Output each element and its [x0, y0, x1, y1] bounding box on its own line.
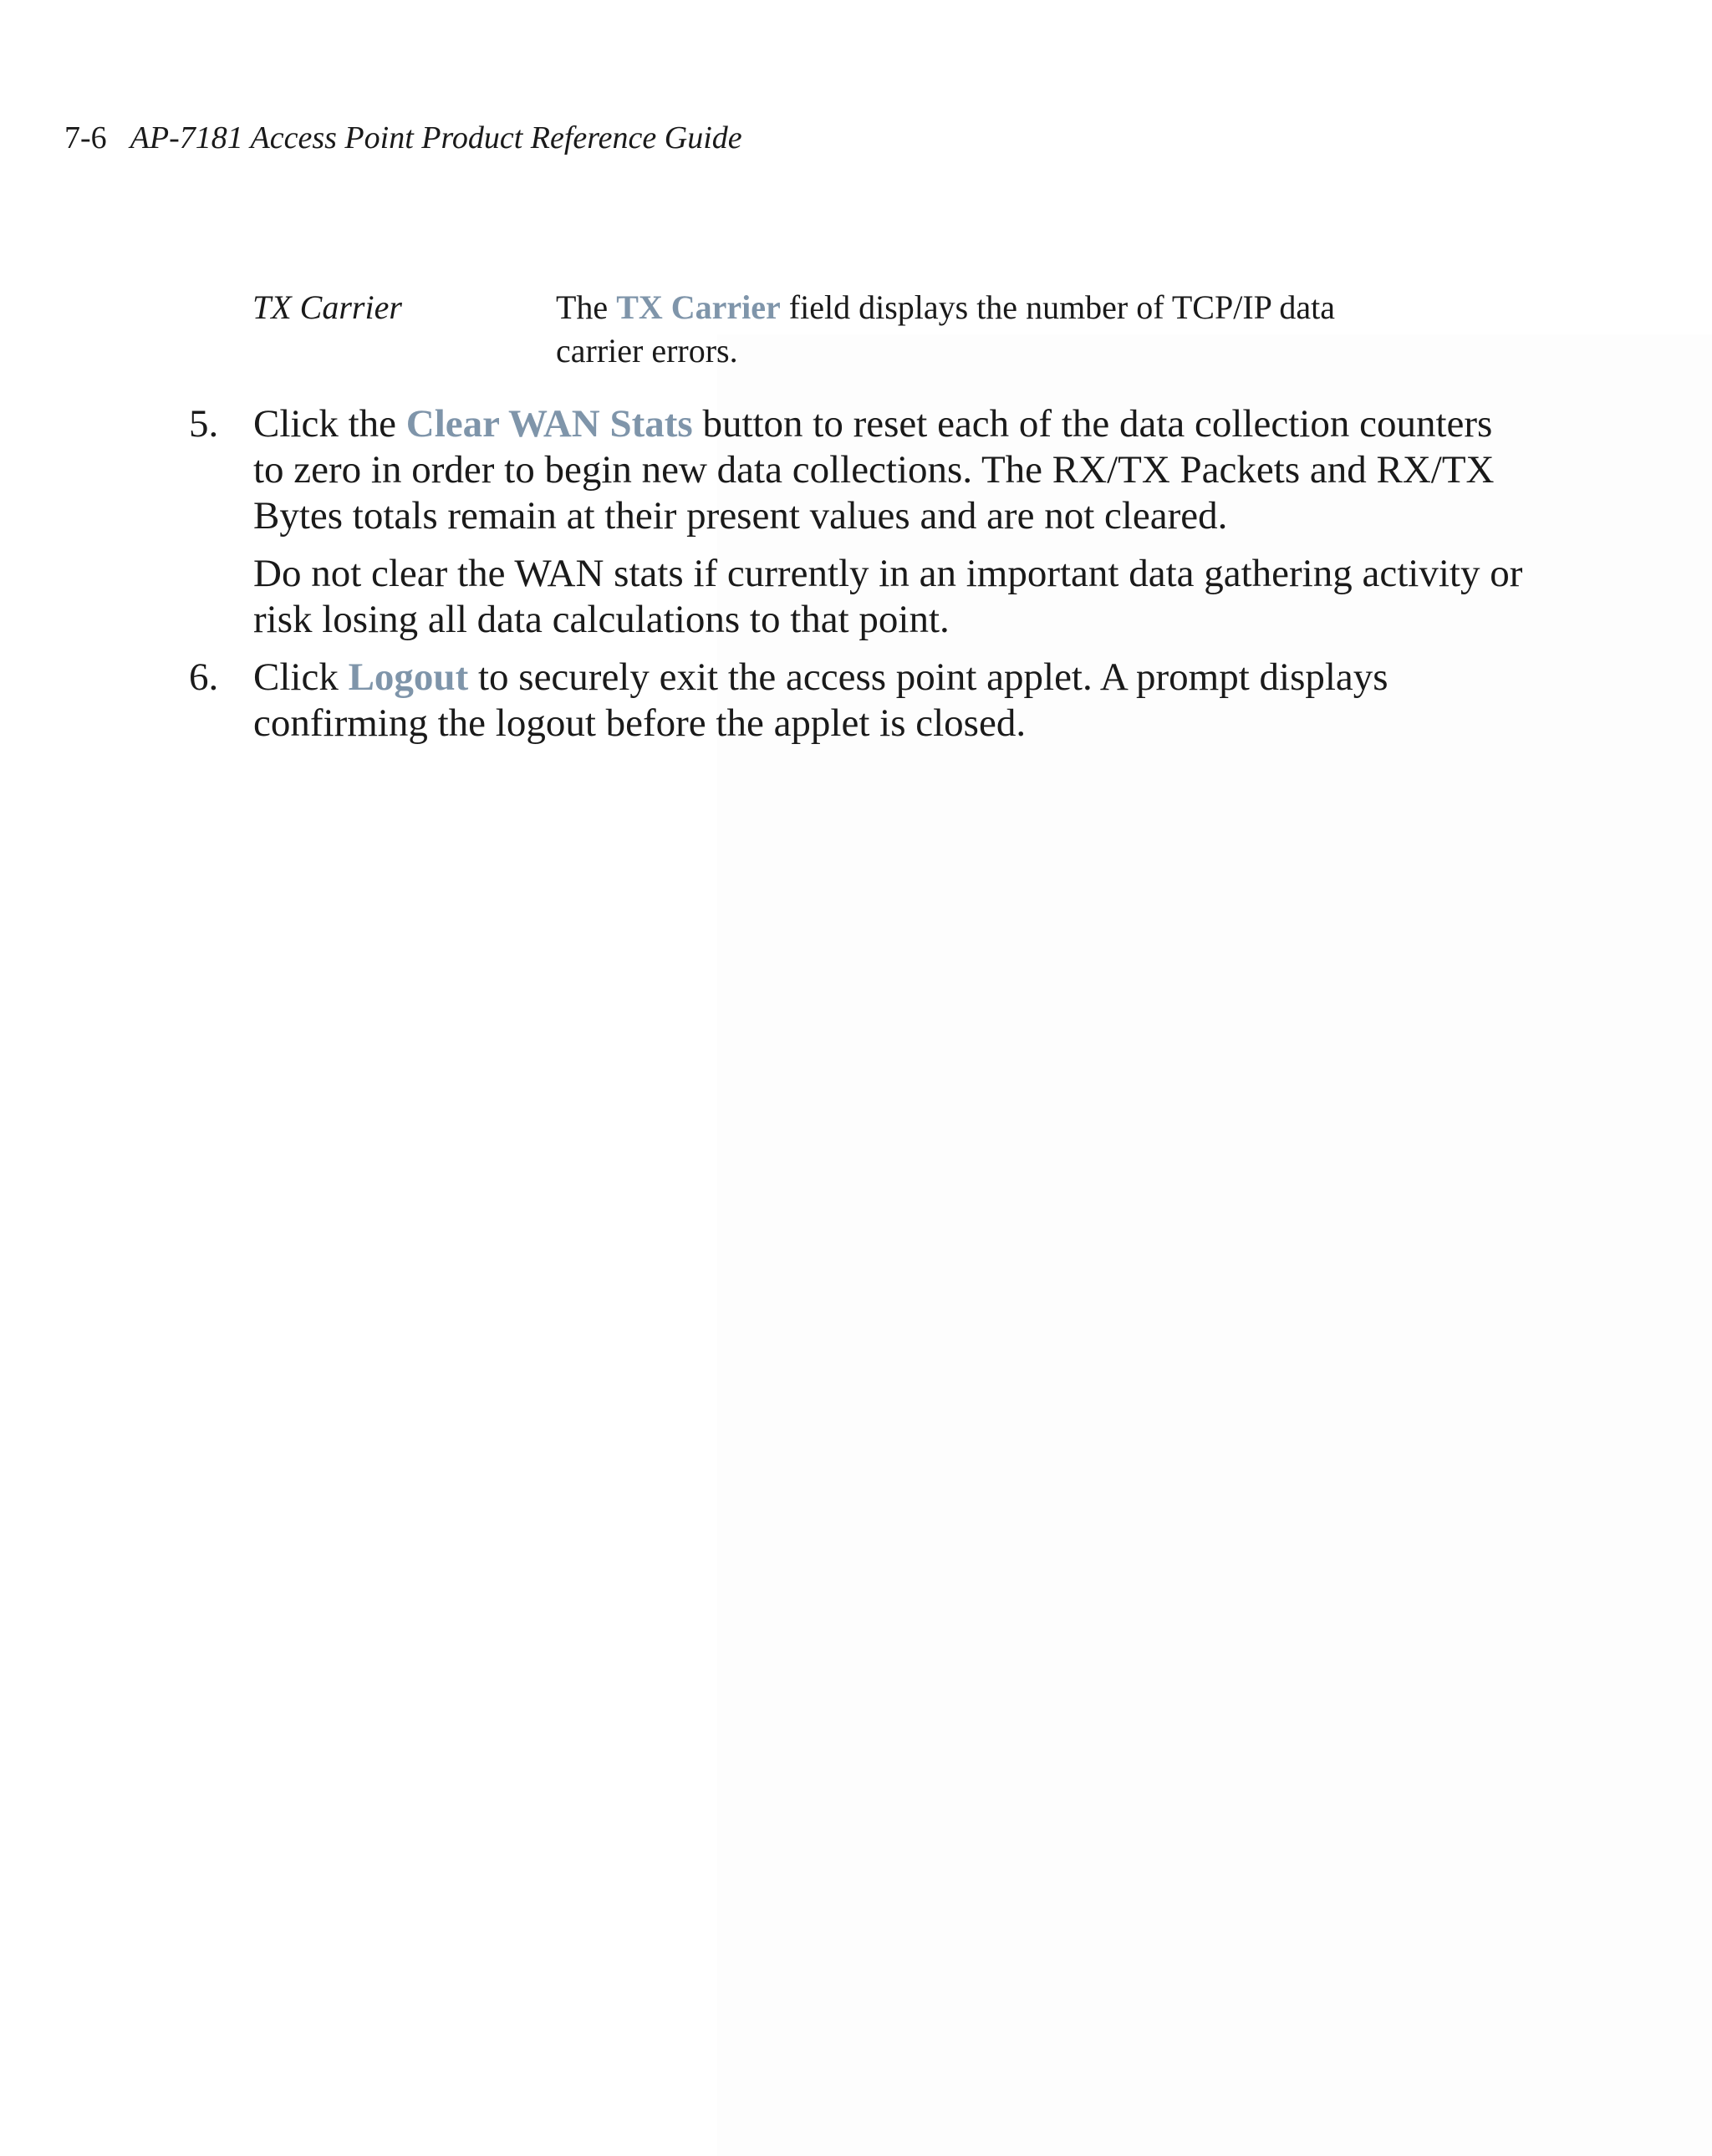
definition-text-after: field displays the number of TCP/IP data carrier errors.: [556, 288, 1336, 370]
logout-reference: Logout: [348, 655, 469, 699]
term-definition: [556, 286, 1425, 373]
step-text: [253, 655, 1526, 747]
step-number: 5.: [189, 402, 219, 446]
step-text-before: Click: [253, 655, 349, 699]
step-6: [189, 655, 1526, 747]
procedure-steps: [189, 401, 1526, 747]
page-header: [64, 118, 742, 158]
term-label: TX Carrier: [252, 288, 402, 326]
step-text-after: to securely exit the access point applet. A prompt displays confirming the logout before the applet is closed.: [253, 655, 1388, 745]
page-number: 7-6: [64, 120, 107, 155]
definition-text-before: The: [556, 288, 617, 326]
clear-wan-stats-reference: Clear WAN Stats: [405, 402, 693, 446]
step-number: 6.: [189, 655, 219, 699]
step-5: [189, 401, 1526, 539]
definition-highlight: TX Carrier: [616, 288, 781, 326]
step-text-before: Click the: [253, 402, 406, 446]
step-text: [253, 401, 1526, 539]
step-text-after: button to reset each of the data collection counters to zero in order to begin new data collections. The RX/TX Packets and RX/TX Bytes totals remain at their present values and are not cleared.: [253, 402, 1495, 538]
guide-title: AP-7181 Access Point Product Reference Guide: [130, 120, 742, 155]
step-5-note: Do not clear the WAN stats if currently in an important data gathering activity or risk losing all data calculations to that point.: [253, 552, 1523, 641]
